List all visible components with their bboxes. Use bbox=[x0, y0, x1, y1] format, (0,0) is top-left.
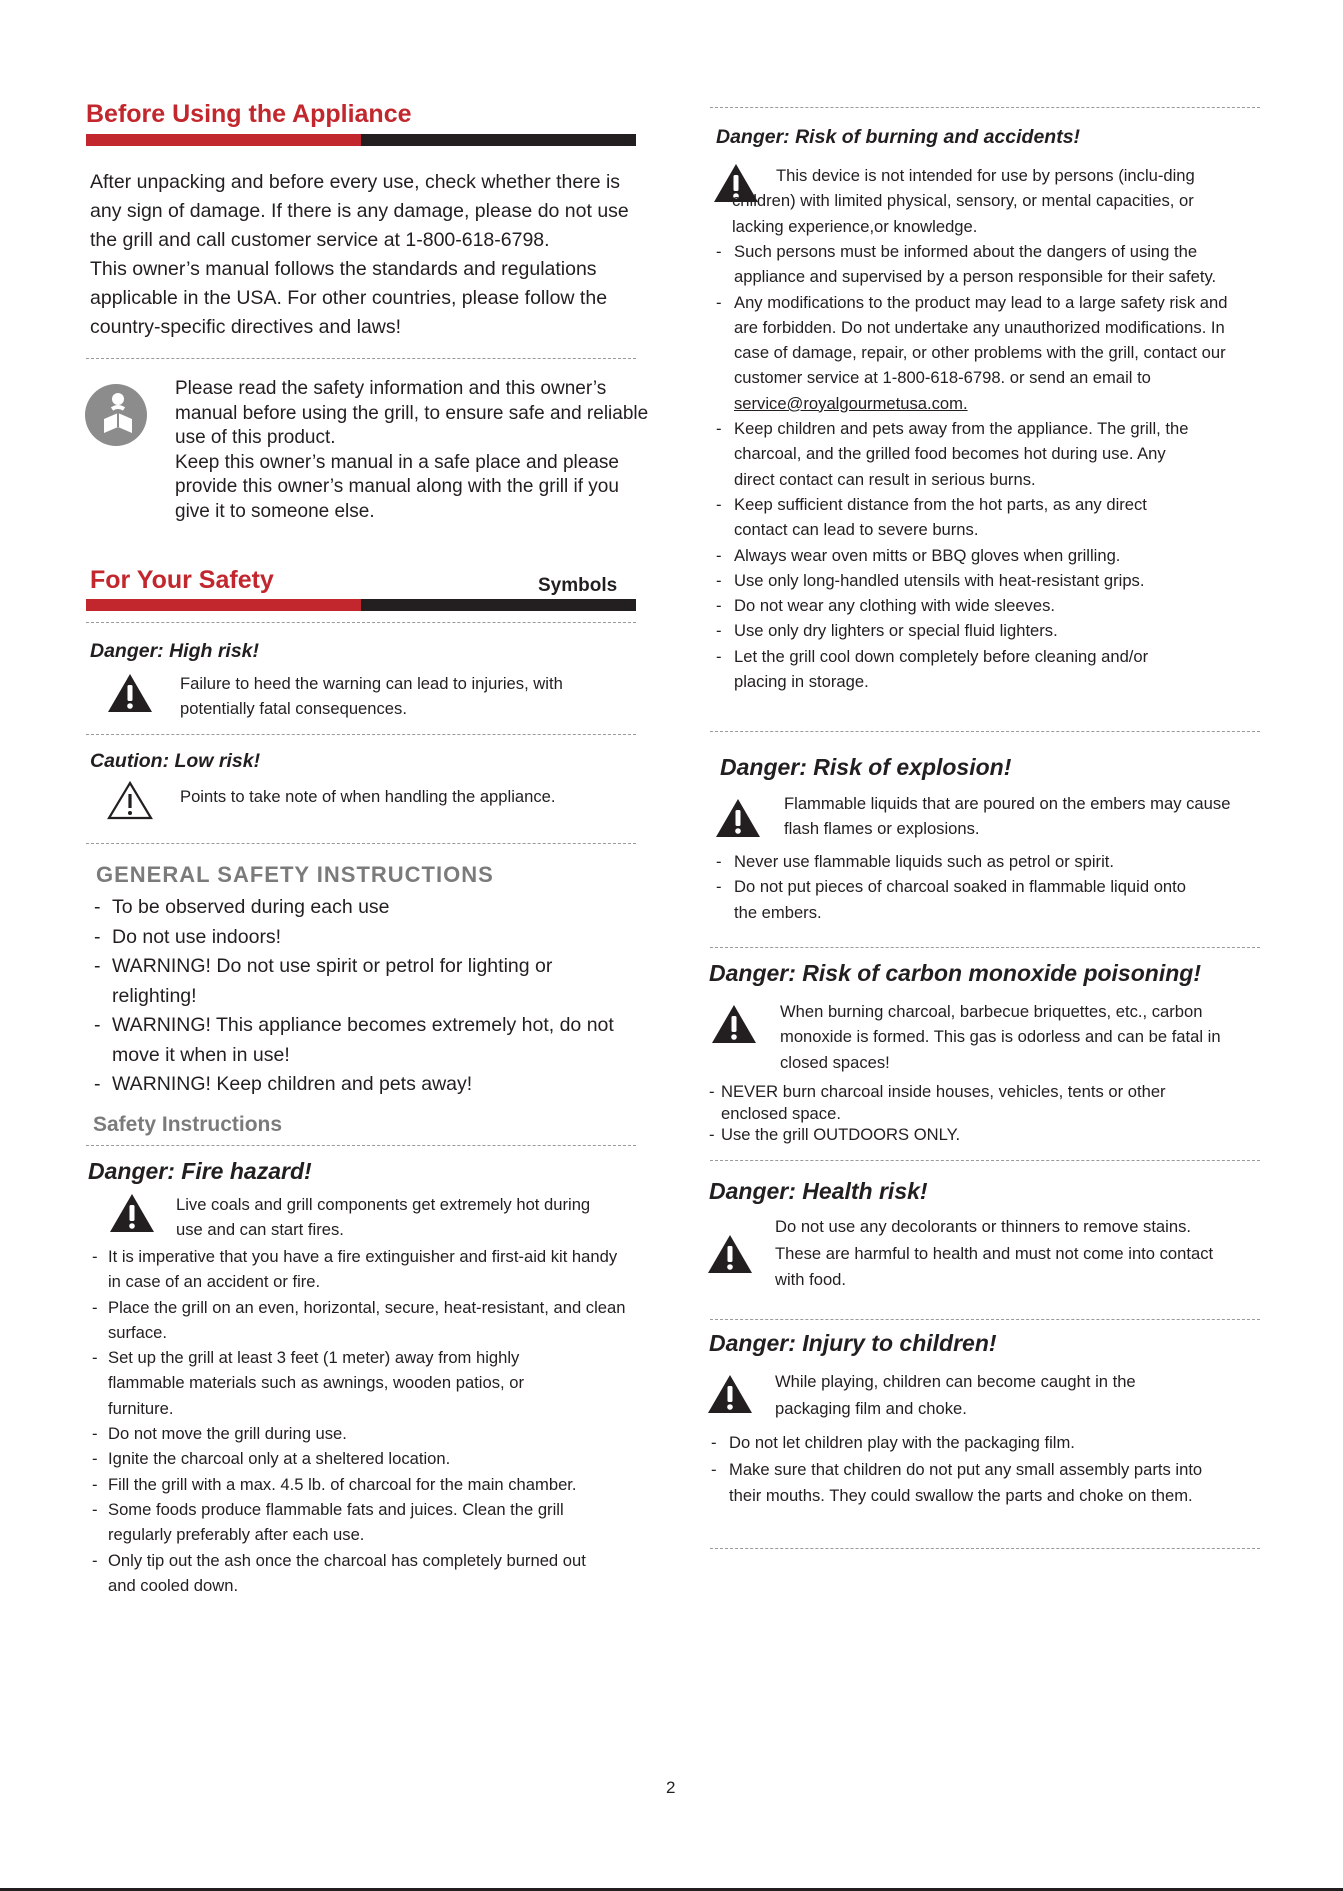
carbon-monoxide-title: Danger: Risk of carbon monoxide poisoning! bbox=[709, 960, 1201, 986]
children-injury-title: Danger: Injury to children! bbox=[709, 1330, 997, 1356]
danger-warning-icon bbox=[710, 1003, 758, 1045]
divider bbox=[710, 947, 1260, 948]
list-item: - Make sure that children do not put any small assembly parts into their mouths. They could swallow the parts and choke on them. bbox=[711, 1459, 1203, 1505]
list-item: - Place the grill on an even, horizontal, secure, heat-resistant, and clean surface. bbox=[92, 1297, 626, 1342]
list-item: - WARNING! This appliance becomes extremely hot, do not move it when in use! bbox=[94, 1014, 614, 1066]
list-item: - Do not use indoors! bbox=[94, 925, 282, 948]
list-item: - WARNING! Keep children and pets away! bbox=[94, 1073, 473, 1095]
divider bbox=[710, 731, 1260, 732]
list-item: - Any modifications to the product may lead to a large safety risk and are forbidden. Do not undertake any unauthorized modifications. In case of damage, repair, or other problems with the grill, contact our customer service at 1-800-618-6798. or send an email to service@royalgourmetusa.com. bbox=[716, 292, 1228, 413]
list-item: - Use the grill OUTDOORS ONLY. bbox=[709, 1125, 961, 1144]
before-paragraph-2: This owner’s manual follows the standards and regulations applicable in the USA. For other countries, please follow the country-specific directives and laws! bbox=[90, 258, 608, 338]
divider bbox=[710, 1548, 1260, 1549]
burn-risk-intro: This device is not intended for use by persons (inclu-ding children) with limited physical, sensory, or mental capacities, or lacking experience,or knowledge. bbox=[732, 166, 1195, 236]
before-title: Before Using the Appliance bbox=[86, 100, 412, 128]
danger-warning-icon bbox=[714, 797, 762, 839]
page-number: 2 bbox=[666, 1778, 676, 1797]
divider bbox=[86, 843, 636, 844]
divider bbox=[86, 734, 636, 735]
service-email-link[interactable]: service@royalgourmetusa.com. bbox=[734, 393, 968, 413]
divider bbox=[86, 358, 636, 359]
read-manual-text-2: Keep this owner’s manual in a safe place and please provide this owner’s manual along with the grill if you give it to someone else. bbox=[175, 451, 619, 522]
before-title-bar bbox=[86, 134, 636, 146]
high-risk-text: Failure to heed the warning can lead to injuries, with potentially fatal consequences. bbox=[180, 674, 563, 718]
list-item: - Do not put pieces of charcoal soaked in flammable liquid onto the embers. bbox=[716, 877, 1186, 922]
list-item: - Do not move the grill during use. bbox=[92, 1424, 347, 1444]
health-risk-title: Danger: Health risk! bbox=[709, 1178, 928, 1204]
fire-hazard-list bbox=[90, 1244, 630, 1598]
children-injury-intro: While playing, children can become caught in the packaging film and choke. bbox=[775, 1372, 1136, 1418]
list-item: - Ignite the charcoal only at a sheltered location. bbox=[92, 1449, 451, 1469]
burn-risk-title: Danger: Risk of burning and accidents! bbox=[716, 126, 1081, 148]
danger-warning-icon bbox=[106, 672, 154, 714]
danger-warning-icon bbox=[706, 1233, 754, 1275]
list-item: - Use only long-handled utensils with heat-resistant grips. bbox=[716, 570, 1145, 590]
danger-warning-icon bbox=[108, 1192, 156, 1234]
divider bbox=[86, 1145, 636, 1146]
list-item: - Keep children and pets away from the appliance. The grill, the charcoal, and the grilled food becomes hot during use. Any direct contact can result in serious burns. bbox=[716, 419, 1189, 489]
manual-read-icon bbox=[84, 383, 148, 452]
explosion-title: Danger: Risk of explosion! bbox=[720, 754, 1012, 780]
fire-hazard-intro: Live coals and grill components get extremely hot during use and can start fires. bbox=[176, 1195, 591, 1239]
list-item: - NEVER burn charcoal inside houses, vehicles, tents or other enclosed space. bbox=[709, 1082, 1166, 1123]
read-manual-notice bbox=[175, 377, 655, 524]
safety-title: For Your Safety bbox=[90, 566, 274, 594]
before-paragraph-1: After unpacking and before every use, check whether there is any sign of damage. If there is any damage, please do not use the grill and call customer service at 1-800-618-6798. bbox=[90, 171, 629, 251]
read-manual-text-1: Please read the safety information and this owner’s manual before using the grill, to ensure safe and reliable use of this product. bbox=[175, 378, 649, 448]
general-safety-title: GENERAL SAFETY INSTRUCTIONS bbox=[96, 862, 494, 887]
list-item: - Let the grill cool down completely before cleaning and/or placing in storage. bbox=[716, 646, 1149, 692]
divider bbox=[710, 1160, 1260, 1161]
danger-warning-icon bbox=[706, 1373, 754, 1415]
low-risk-title: Caution: Low risk! bbox=[90, 750, 261, 772]
children-injury-list bbox=[707, 1430, 1227, 1510]
burn-risk-list bbox=[712, 239, 1232, 694]
list-item: - Some foods produce flammable fats and juices. Clean the grill regularly preferably after each use. bbox=[92, 1499, 564, 1545]
divider bbox=[710, 107, 1260, 108]
explosion-list bbox=[712, 849, 1212, 925]
low-risk-text: Points to take note of when handling the appliance. bbox=[180, 787, 556, 806]
list-item: - Such persons must be informed about the dangers of using the appliance and supervised by a person responsible for their safety. bbox=[716, 242, 1217, 287]
list-item: - Fill the grill with a max. 4.5 lb. of charcoal for the main chamber. bbox=[92, 1474, 577, 1494]
high-risk-title: Danger: High risk! bbox=[90, 640, 260, 662]
carbon-monoxide-intro: When burning charcoal, barbecue briquettes, etc., carbon monoxide is formed. This gas is odorless and can be fatal in closed spaces! bbox=[780, 1002, 1221, 1072]
list-item: - It is imperative that you have a fire extinguisher and first-aid kit handy in case of an accident or fire. bbox=[92, 1247, 618, 1292]
list-item: - Never use flammable liquids such as petrol or spirit. bbox=[716, 852, 1114, 871]
divider bbox=[86, 622, 636, 623]
explosion-intro: Flammable liquids that are poured on the embers may cause flash flames or explosions. bbox=[784, 794, 1231, 839]
list-item: - WARNING! Do not use spirit or petrol for lighting or relighting! bbox=[94, 955, 553, 1007]
before-intro bbox=[90, 168, 650, 342]
list-item: - Only tip out the ash once the charcoal has completely burned out and cooled down. bbox=[92, 1550, 586, 1595]
fire-hazard-title: Danger: Fire hazard! bbox=[88, 1158, 312, 1184]
list-item: - Keep sufficient distance from the hot parts, as any direct contact can lead to severe burns. bbox=[716, 494, 1147, 540]
caution-warning-icon bbox=[106, 780, 154, 820]
general-safety-list bbox=[90, 893, 650, 1100]
list-item: - Always wear oven mitts or BBQ gloves when grilling. bbox=[716, 545, 1121, 565]
list-item: - Do not wear any clothing with wide sleeves. bbox=[716, 596, 1055, 616]
list-item: - Set up the grill at least 3 feet (1 meter) away from highly flammable materials such as awnings, wooden patios, or furniture. bbox=[92, 1348, 524, 1418]
carbon-monoxide-list bbox=[709, 1081, 1219, 1146]
symbols-label: Symbols bbox=[538, 575, 618, 596]
list-item: - Use only dry lighters or special fluid lighters. bbox=[716, 621, 1058, 641]
list-item: - Do not let children play with the packaging film. bbox=[711, 1433, 1075, 1452]
safety-title-bar bbox=[86, 599, 636, 611]
health-risk-intro: Do not use any decolorants or thinners to remove stains. These are harmful to health and must not come into contact with food. bbox=[775, 1217, 1214, 1289]
list-item: - To be observed during each use bbox=[94, 896, 390, 918]
divider bbox=[710, 1319, 1260, 1320]
safety-instructions-title: Safety Instructions bbox=[93, 1113, 283, 1136]
